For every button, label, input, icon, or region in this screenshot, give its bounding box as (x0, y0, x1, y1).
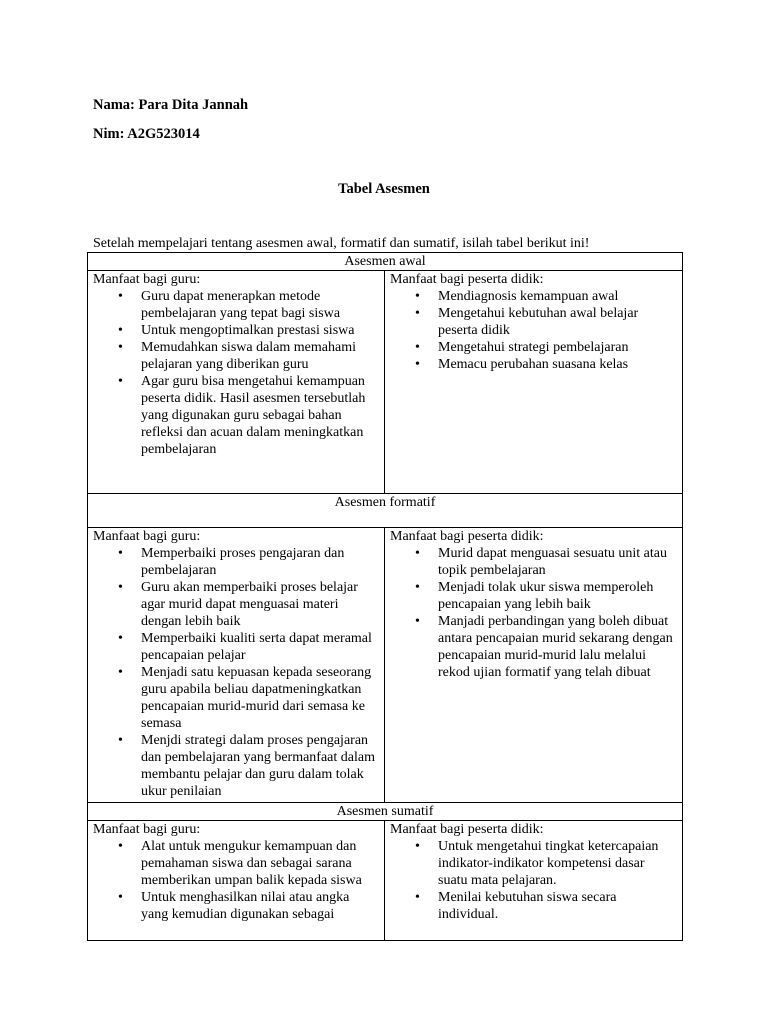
heading-siswa: Manfaat bagi peserta didik: (390, 822, 544, 837)
cell-siswa-formatif (385, 528, 683, 803)
section-header-row (88, 803, 683, 821)
cell-siswa-sumatif (385, 821, 683, 941)
list-item: • Mengetahui kebutuhan awal belajar peserta didik (438, 305, 677, 339)
section-title-formatif: Asesmen formatif (88, 494, 683, 528)
content-row-awal (88, 271, 683, 494)
cell-siswa-awal (385, 271, 683, 494)
list-item: • Guru akan memperbaiki proses belajar agar murid dapat menguasai materi dengan lebih baik (141, 579, 379, 630)
list-item: • Alat untuk mengukur kemampuan dan pemahaman siswa dan sebagai sarana memberikan umpan balik kepada siswa (141, 838, 379, 889)
content-row-formatif (88, 528, 683, 803)
list-item: • Mengetahui strategi pembelajaran (438, 339, 677, 356)
list-guru-awal (93, 288, 379, 458)
list-item: • Menjdi strategi dalam proses pengajaran dan pembelajaran yang bermanfaat dalam membantu pelajar dan guru dalam tolak ukur penilaian (141, 732, 379, 800)
intro-instruction: Setelah mempelajari tentang asesmen awal, formatif dan sumatif, isilah tabel berikut ini! (93, 236, 590, 251)
list-item: • Memudahkan siswa dalam memahami pelajaran yang diberikan guru (141, 339, 379, 373)
list-item: • Untuk mengetahui tingkat ketercapaian indikator-indikator kompetensi dasar suatu mata pelajaran. (438, 838, 677, 889)
list-item: • Memacu perubahan suasana kelas (438, 356, 677, 373)
list-item: • Memperbaiki kualiti serta dapat meramal pencapaian pelajar (141, 630, 379, 664)
section-header-row (88, 253, 683, 271)
cell-guru-formatif (88, 528, 385, 803)
list-item: • Mendiagnosis kemampuan awal (438, 288, 677, 305)
list-guru-formatif (93, 545, 379, 800)
content-row-sumatif (88, 821, 683, 941)
heading-guru: Manfaat bagi guru: (93, 529, 201, 544)
list-item: • Untuk mengoptimalkan prestasi siswa (141, 322, 379, 339)
list-guru-sumatif (93, 838, 379, 923)
list-siswa-awal (390, 288, 677, 373)
list-siswa-formatif (390, 545, 677, 681)
heading-siswa: Manfaat bagi peserta didik: (390, 529, 544, 544)
list-item: • Murid dapat menguasai sesuatu unit atau topik pembelajaran (438, 545, 677, 579)
section-header-row (88, 494, 683, 528)
section-title-awal: Asesmen awal (88, 253, 683, 271)
list-item: • Memperbaiki proses pengajaran dan pembelajaran (141, 545, 379, 579)
student-nim: Nim: A2G523014 (93, 126, 200, 142)
heading-siswa: Manfaat bagi peserta didik: (390, 272, 544, 287)
list-item: • Menilai kebutuhan siswa secara individual. (438, 889, 677, 923)
list-siswa-sumatif (390, 838, 677, 923)
section-title-sumatif: Asesmen sumatif (88, 803, 683, 821)
heading-guru: Manfaat bagi guru: (93, 822, 201, 837)
list-item: • Menjadi tolak ukur siswa memperoleh pencapaian yang lebih baik (438, 579, 677, 613)
cell-guru-awal (88, 271, 385, 494)
student-name: Nama: Para Dita Jannah (93, 97, 249, 113)
list-item: • Guru dapat menerapkan metode pembelajaran yang tepat bagi siswa (141, 288, 379, 322)
cell-guru-sumatif (88, 821, 385, 941)
document-title: Tabel Asesmen (338, 181, 430, 197)
assessment-table (87, 252, 683, 941)
list-item: • Untuk menghasilkan nilai atau angka yang kemudian digunakan sebagai (141, 889, 379, 923)
list-item: • Menjadi satu kepuasan kepada seseorang guru apabila beliau dapatmeningkatkan pencapaian murid-murid dari semasa ke semasa (141, 664, 379, 732)
list-item: • Manjadi perbandingan yang boleh dibuat antara pencapaian murid sekarang dengan pencapaian murid-murid lalu melalui rekod ujian formatif yang telah dibuat (438, 613, 677, 681)
heading-guru: Manfaat bagi guru: (93, 272, 201, 287)
list-item: • Agar guru bisa mengetahui kemampuan peserta didik. Hasil asesmen tersebutlah yang digunakan guru sebagai bahan refleksi dan acuan dalam meningkatkan pembelajaran (141, 373, 379, 458)
